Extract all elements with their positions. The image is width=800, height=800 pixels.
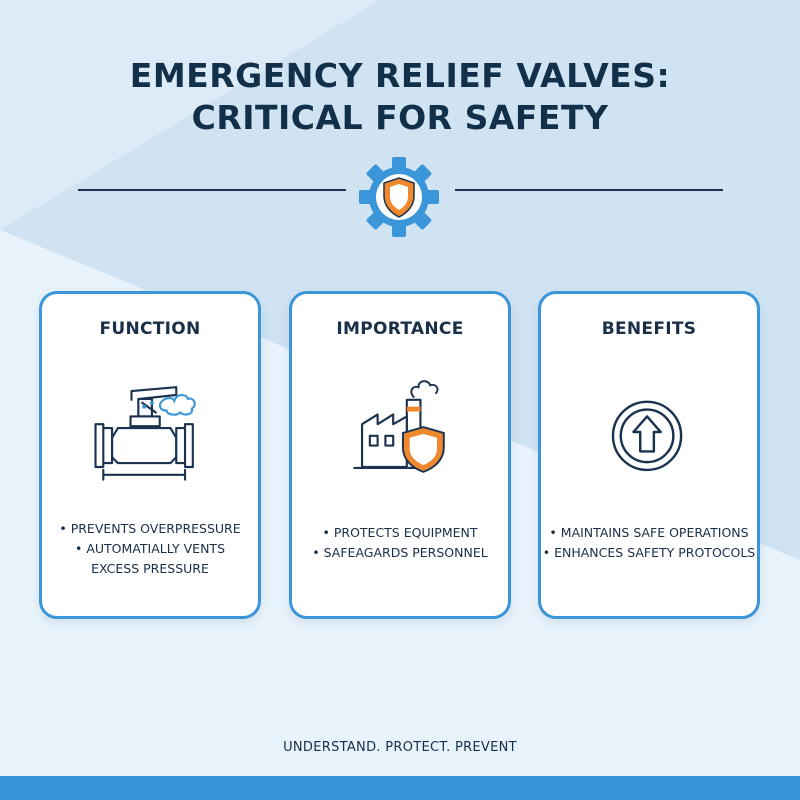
footer-bar xyxy=(0,776,800,800)
card-title: BENEFITS xyxy=(601,319,697,339)
divider-left xyxy=(78,189,346,191)
bullet-continuation: EXCESS PRESSURE xyxy=(91,561,209,576)
bullet-item: • AUTOMATIALLY VENTS EXCESS PRESSURE xyxy=(42,539,258,579)
bullet-item: • ENHANCES SAFETY PROTOCOLS xyxy=(542,545,756,560)
card-benefits xyxy=(538,291,760,619)
bullet-text: SAFEAGARDS PERSONNEL xyxy=(323,545,488,560)
card-title: IMPORTANCE xyxy=(336,319,464,339)
bullet-text: MAINTAINS SAFE OPERATIONS xyxy=(560,525,749,540)
bullet-item: • MAINTAINS SAFE OPERATIONS xyxy=(549,525,749,540)
bullet-text: PREVENTS OVERPRESSURE xyxy=(70,521,241,536)
title-line-1: EMERGENCY RELIEF VALVES: xyxy=(129,56,671,95)
arrow-up-circle-icon xyxy=(541,366,757,496)
factory-shield-icon xyxy=(292,366,508,496)
bullet-list xyxy=(42,519,258,579)
title-line-2: CRITICAL FOR SAFETY xyxy=(191,98,609,137)
relief-valve-icon xyxy=(42,366,258,496)
tagline: UNDERSTAND. PROTECT. PREVENT xyxy=(283,740,517,755)
bullet-text: PROTECTS EQUIPMENT xyxy=(333,525,478,540)
bullet-item: • PREVENTS OVERPRESSURE xyxy=(59,521,241,536)
bullet-text: AUTOMATIALLY VENTS xyxy=(86,541,226,556)
card-function xyxy=(39,291,261,619)
gear-shield-icon xyxy=(358,156,440,238)
bullet-list xyxy=(541,523,757,563)
bullet-text: ENHANCES SAFETY PROTOCOLS xyxy=(554,545,756,560)
page-title xyxy=(0,55,800,139)
bullet-list xyxy=(292,523,508,563)
bullet-item: • PROTECTS EQUIPMENT xyxy=(322,525,478,540)
card-title: FUNCTION xyxy=(99,319,201,339)
divider-right xyxy=(455,189,723,191)
bullet-item: • SAFEAGARDS PERSONNEL xyxy=(312,545,488,560)
card-importance xyxy=(289,291,511,619)
